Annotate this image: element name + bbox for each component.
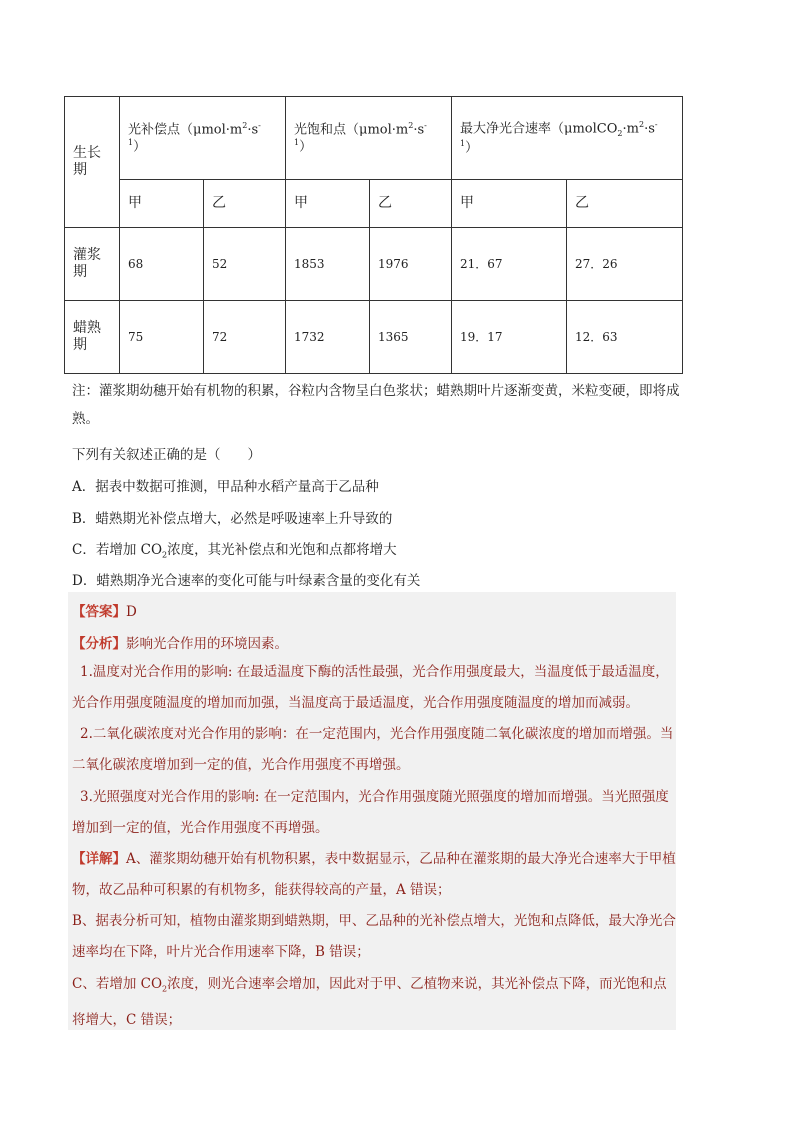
table-note: 注：灌浆期幼穗开始有机物的积累，谷粒内含物呈白色浆状；蜡熟期叶片逐渐变黄，米粒变硬，即将成熟。 xyxy=(72,383,680,427)
data-table xyxy=(64,96,683,374)
option-b: B．蜡熟期光补偿点增大，必然是呼吸速率上升导致的 xyxy=(72,511,393,527)
detail-c: C、若增加 $CO_2$浓度，则光合速率会增加，因此对于甲、乙植物来说，其光补偿点下降，而光饱和点将增大，C 错误； xyxy=(72,976,667,1028)
sub-header-jia: 甲 xyxy=(286,180,370,228)
table-cell: 68 xyxy=(120,228,204,301)
option-c: C．若增加 $CO_2$浓度，其光补偿点和光饱和点都将增大 xyxy=(72,542,397,560)
table-cell: 12．63 xyxy=(567,301,683,374)
sub-header-jia: 甲 xyxy=(120,180,204,228)
stage-cell: 蜡熟期 xyxy=(65,301,120,374)
answer-tag: 【答案】 xyxy=(72,604,126,620)
light-compensation-header: 光补偿点$(\mu mol\cdot m^2\cdot s^{-1})$ xyxy=(120,97,286,180)
sub-header-yi: 乙 xyxy=(370,180,452,228)
answer-line xyxy=(72,600,137,620)
table-cell: 52 xyxy=(204,228,286,301)
analysis-point-2: 2.二氧化碳浓度对光合作用的影响：在一定范围内，光合作用强度随二氧化碳浓度的增加而增强。当二氧化碳浓度增加到一定的值，光合作用强度不再增强。 xyxy=(72,726,674,773)
light-saturation-header: 光饱和点$(\mu mol\cdot m^2\cdot s^{-1})$ xyxy=(286,97,452,180)
analysis-intro: 影响光合作用的环境因素。 xyxy=(126,636,288,652)
sub-header-jia: 甲 xyxy=(452,180,567,228)
detail-b: B、据表分析可知，植物由灌浆期到蜡熟期，甲、乙品种的光补偿点增大，光饱和点降低，最大净光合速率均在下降，叶片光合作用速率下降，B 错误； xyxy=(72,913,676,960)
table-cell: 75 xyxy=(120,301,204,374)
option-d: D．蜡熟期净光合速率的变化可能与叶绿素含量的变化有关 xyxy=(72,573,421,589)
table-row xyxy=(65,301,683,374)
table-cell: 19．17 xyxy=(452,301,567,374)
table-cell: 1976 xyxy=(370,228,452,301)
table-cell: 1365 xyxy=(370,301,452,374)
option-a: A．据表中数据可推测，甲品种水稻产量高于乙品种 xyxy=(72,479,379,495)
table-cell: 21．67 xyxy=(452,228,567,301)
table-cell: 27．26 xyxy=(567,228,683,301)
detail-a: 【详解】A、灌浆期幼穗开始有机物积累，表中数据显示，乙品种在灌浆期的最大净光合速率大于甲植物，故乙品种可积累的有机物多，能获得较高的产量，A 错误； xyxy=(72,851,676,898)
sub-header-yi: 乙 xyxy=(204,180,286,228)
table-row xyxy=(65,228,683,301)
table-cell: 1853 xyxy=(286,228,370,301)
detail-tag: 【详解】 xyxy=(72,851,126,867)
table-cell: 1732 xyxy=(286,301,370,374)
analysis-point-3: 3.光照强度对光合作用的影响: 在一定范围内，光合作用强度随光照强度的增加而增强。当光照强度增加到一定的值，光合作用强度不再增强。 xyxy=(72,789,669,836)
analysis-line xyxy=(72,632,288,652)
max-net-photosynthesis-header: 最大净光合速率$(\mu molCO_2\cdot m^2\cdot s^{-1})$ xyxy=(452,97,683,180)
growth-period-header: 生长期 xyxy=(65,97,120,228)
analysis-tag: 【分析】 xyxy=(72,636,126,652)
answer-value: D xyxy=(126,604,137,620)
analysis-point-1: 1.温度对光合作用的影响: 在最适温度下酶的活性最强，光合作用强度最大，当温度低于最适温度，光合作用强度随温度的增加而加强，当温度高于最适温度，光合作用强度随温度的增加而减弱。 xyxy=(72,664,669,711)
sub-header-yi: 乙 xyxy=(567,180,683,228)
stage-cell: 灌浆期 xyxy=(65,228,120,301)
question-stem: 下列有关叙述正确的是（ ） xyxy=(72,447,261,463)
table-cell: 72 xyxy=(204,301,286,374)
